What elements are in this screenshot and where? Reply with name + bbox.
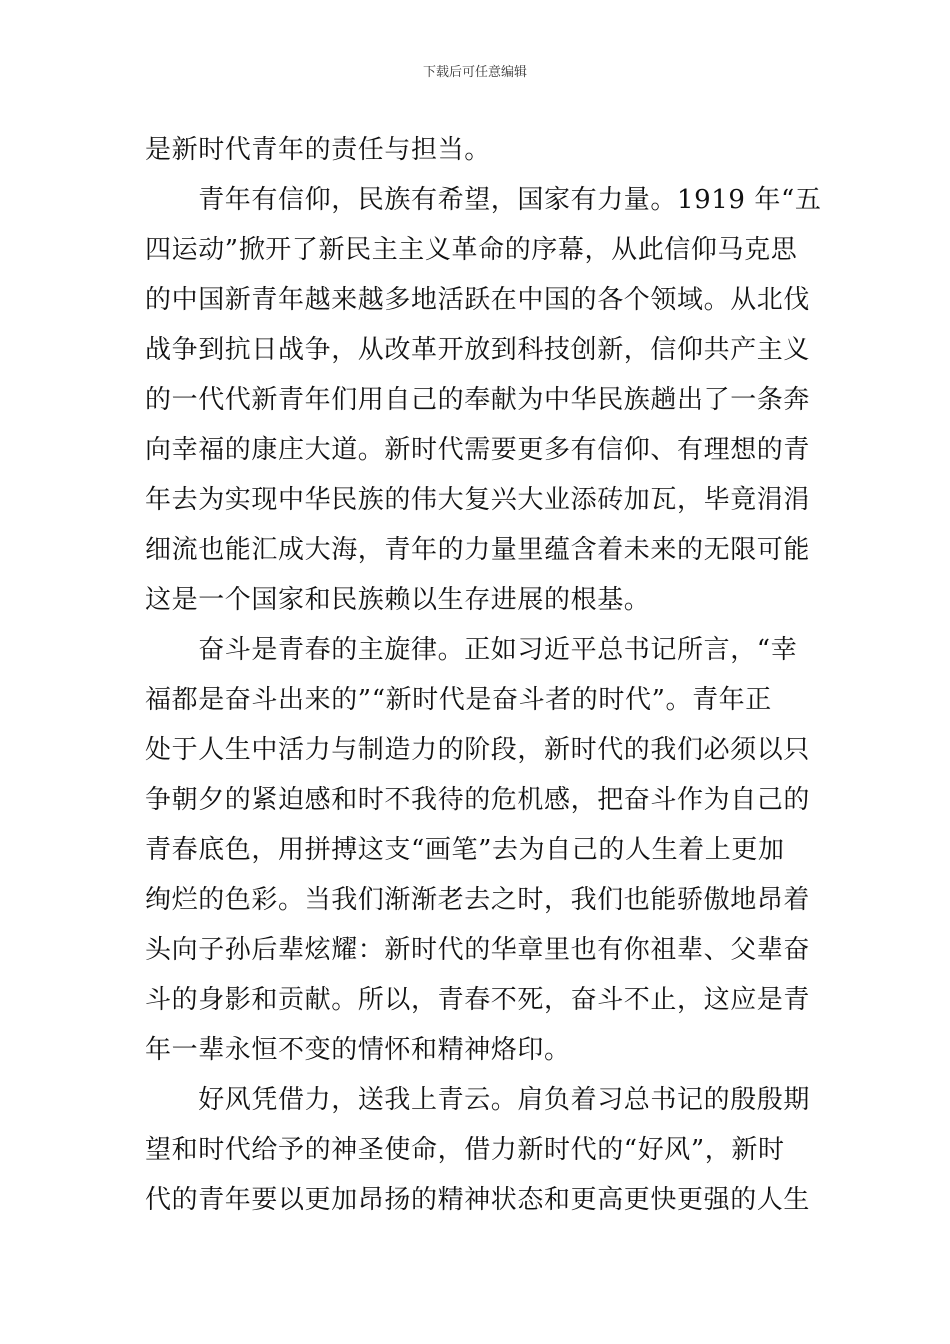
text-line: 福都是奋斗出来的”“新时代是奋斗者的时代”。青年正	[145, 685, 772, 715]
text-line: 奋斗是青春的主旋律。正如习近平总书记所言，“幸	[145, 635, 798, 665]
text-line: 青年有信仰，民族有希望，国家有力量。1919 年“五	[145, 185, 822, 215]
text-line: 斗的身影和贡献。所以，青春不死，奋斗不止，这应是青	[145, 985, 811, 1015]
text-line: 战争到抗日战争，从改革开放到科技创新，信仰共产主义	[145, 335, 811, 365]
text-line: 争朝夕的紧迫感和时不我待的危机感，把奋斗作为自己的	[145, 785, 811, 815]
text-line: 的中国新青年越来越多地活跃在中国的各个领域。从北伐	[145, 285, 811, 315]
text-line: 的一代代新青年们用自己的奉献为中华民族趟出了一条奔	[145, 385, 811, 415]
text-line: 这是一个国家和民族赖以生存进展的根基。	[145, 585, 651, 615]
text-line: 绚烂的色彩。当我们渐渐老去之时，我们也能骄傲地昂着	[145, 885, 811, 915]
text-line: 头向子孙后辈炫耀：新时代的华章里也有你祖辈、父辈奋	[145, 935, 811, 965]
text-line: 青春底色，用拼搏这支“画笔”去为自己的人生着上更加	[145, 835, 785, 865]
page-header: 下载后可任意编辑	[422, 65, 527, 80]
text-line: 好风凭借力，送我上青云。肩负着习总书记的殷殷期	[145, 1085, 811, 1115]
text-line: 是新时代青年的责任与担当。	[145, 135, 491, 165]
text-line: 处于人生中活力与制造力的阶段，新时代的我们必须以只	[145, 735, 811, 765]
text-line: 向幸福的康庄大道。新时代需要更多有信仰、有理想的青	[145, 435, 811, 465]
text-line: 细流也能汇成大海，青年的力量里蕴含着未来的无限可能	[145, 535, 811, 565]
text-line: 望和时代给予的神圣使命，借力新时代的“好风”，新时	[145, 1135, 785, 1165]
text-line: 四运动”掀开了新民主主义革命的序幕，从此信仰马克思	[145, 235, 798, 265]
text-line: 年去为实现中华民族的伟大复兴大业添砖加瓦，毕竟涓涓	[145, 485, 811, 515]
text-line: 年一辈永恒不变的情怀和精神烙印。	[145, 1035, 571, 1065]
text-line: 代的青年要以更加昂扬的精神状态和更高更快更强的人生	[145, 1185, 811, 1215]
